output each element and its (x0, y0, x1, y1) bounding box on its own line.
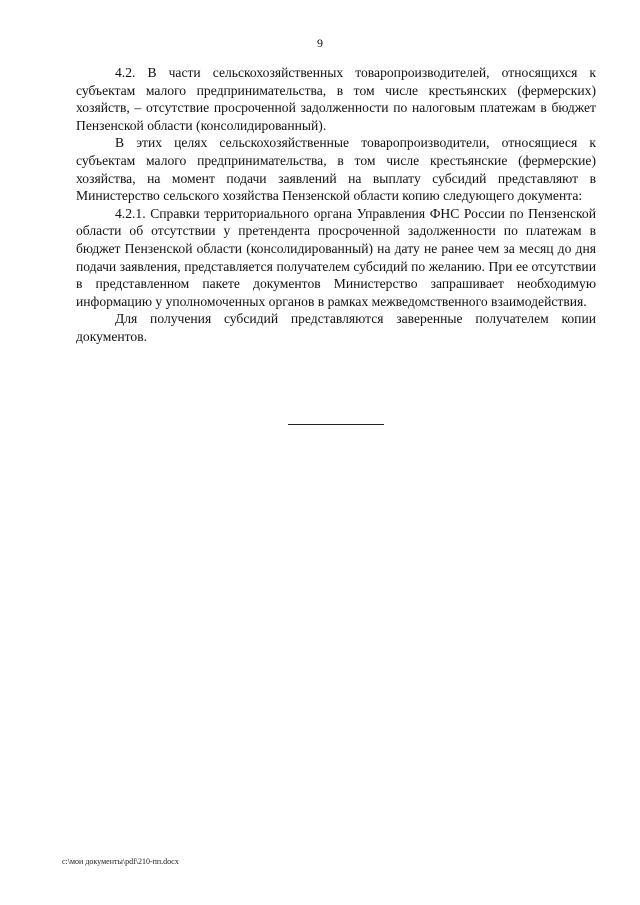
paragraph-4-2-1: 4.2.1. Справки территориального органа Управления ФНС России по Пензенской области об отсутствии у претендента просроченной задолженности по платежам в бюджет Пензенской области (консолидированный) на дату не ранее чем за месяц до дня подачи заявления, представляется получателем субсидий по желанию. При ее отсутствии в представленном пакете документов Министерство запрашивает необходимую информацию у уполномоченных органов в рамках межведомственного взаимодействия. (76, 205, 596, 309)
paragraph-4-2: 4.2. В части сельскохозяйственных товаропроизводителей, относящихся к субъектам малого предпринимательства, в том числе крестьянских (фермерских) хозяйств, – отсутствие просроченной задолженности по налоговым платежам в бюджет Пензенской области (консолидированный). (76, 65, 596, 133)
paragraph-copies: Для получения субсидий представляются заверенные получателем копии документов. (76, 311, 596, 344)
footer-file-path: c:\мои документы\pdf\210-пп.docx (62, 857, 179, 866)
document-body (76, 64, 596, 346)
end-separator-line (288, 424, 384, 425)
page-number: 9 (317, 36, 323, 50)
paragraph-purpose: В этих целях сельскохозяйственные товаропроизводители, относящиеся к субъектам малого предпринимательства, в том числе крестьянские (фермерские) хозяйства, на момент подачи заявлений на выплату субсидий представляют в Министерство сельского хозяйства Пензенской области копию следующего документа: (76, 135, 596, 204)
